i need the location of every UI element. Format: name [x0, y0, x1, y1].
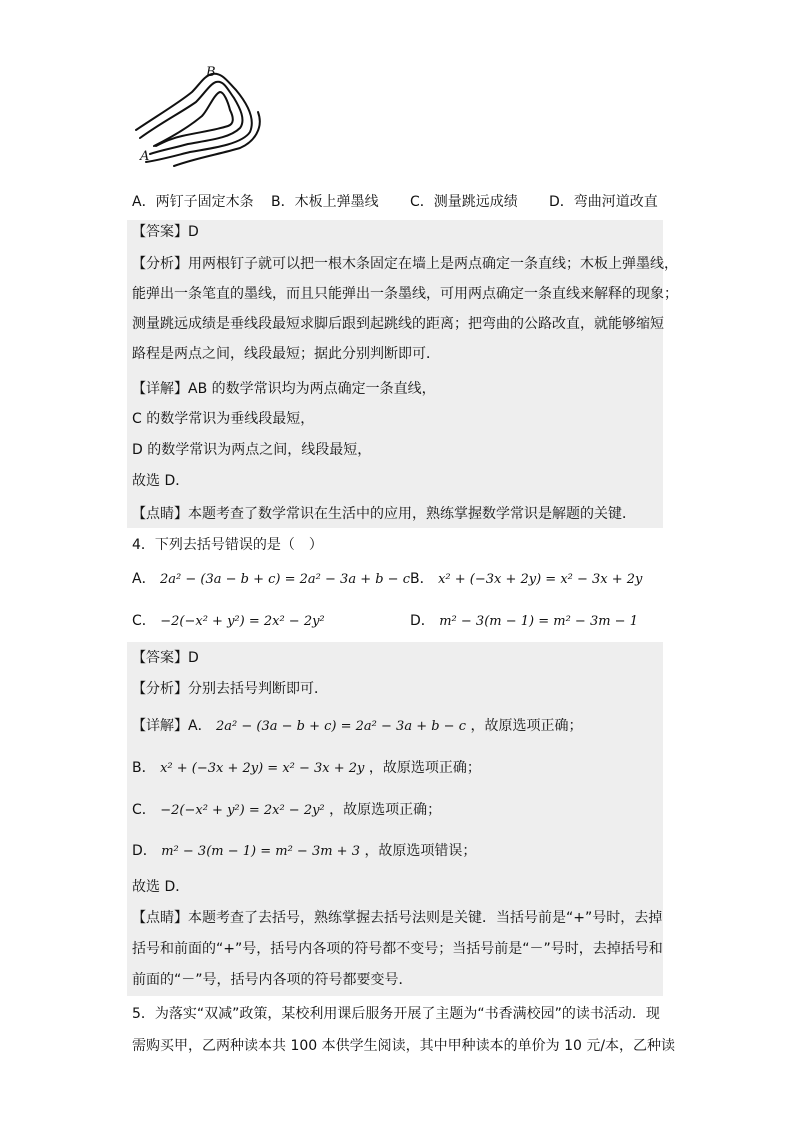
- q4-detail-a-prefix: 【详解】A．: [132, 718, 212, 734]
- q4-detail-c-expr: −2(−x² + y²) = 2x² − 2y²: [160, 803, 325, 818]
- q4-option-d: [410, 611, 638, 632]
- q4-detail-c-suffix: ，故原选项正确；: [329, 802, 442, 818]
- q3-analysis-line-2: 能弹出一条笔直的墨线，而且只能弹出一条墨线，可用两点确定一条直线来解释的现象；: [132, 286, 678, 302]
- q3-analysis-line-4: 路程是两点之间，线段最短；据此分别判断即可．: [132, 346, 440, 362]
- q3-analysis-line-3: 测量跳远成绩是垂线段最短求脚后跟到起跳线的距离；把弯曲的公路改直，就能够缩短: [132, 316, 664, 332]
- q4-choose: 故选 D．: [132, 879, 190, 895]
- q3-detail-line-1: 【详解】AB 的数学常识均为两点确定一条直线，: [132, 381, 436, 397]
- q3-detail-line-3: D 的数学常识为两点之间，线段最短，: [132, 442, 372, 458]
- q3-option-d: D．弯曲河道改直: [549, 194, 658, 210]
- q4-option-d-label: D．: [410, 613, 435, 629]
- q3-option-a: A．两钉子固定木条: [132, 194, 254, 210]
- q4-option-a-label: A．: [132, 571, 156, 587]
- q4-detail-d: [132, 841, 476, 862]
- q4-detail-d-expr: m² − 3(m − 1) = m² − 3m + 3: [161, 844, 360, 859]
- q4-option-c-label: C．: [132, 613, 156, 629]
- q4-option-a-expr: 2a² − (3a − b + c) = 2a² − 3a + b − c: [160, 572, 410, 587]
- q4-detail-d-suffix: ，故原选项错误；: [364, 843, 477, 859]
- q3-choose: 故选 D．: [132, 473, 190, 489]
- q4-detail-a: [132, 716, 582, 737]
- q4-option-c-expr: −2(−x² + y²) = 2x² − 2y²: [160, 614, 325, 629]
- q4-answer: 【答案】D: [132, 650, 199, 666]
- q4-option-a: [132, 569, 410, 590]
- q4-comment-line-3: 前面的“－”号，括号内各项的符号都要变号．: [132, 972, 413, 988]
- q5-line-1: 5．为落实“双减”政策，某校利用课后服务开展了主题为“书香满校园”的读书活动．现: [132, 1006, 660, 1022]
- q4-option-b-label: B．: [410, 571, 434, 587]
- q4-option-c: [132, 611, 325, 632]
- q4-detail-a-expr: 2a² − (3a − b + c) = 2a² − 3a + b − c: [216, 719, 466, 734]
- q3-option-b: B．木板上弹墨线: [271, 194, 379, 210]
- q4-option-b: [410, 569, 642, 590]
- q4-comment-line-1: 【点睛】本题考查了去括号，熟练掌握去括号法则是关键．当括号前是“+”号时，去掉: [132, 910, 663, 926]
- q3-detail-line-2: C 的数学常识为垂线段最短，: [132, 411, 315, 427]
- q4-stem: 4．下列去括号错误的是（ ）: [132, 537, 323, 553]
- q3-option-c: C．测量跳远成绩: [410, 194, 518, 210]
- road-figure: [130, 62, 270, 172]
- q4-detail-d-prefix: D．: [132, 843, 157, 859]
- q5-line-2: 需购买甲，乙两种读本共 100 本供学生阅读，其中甲种读本的单价为 10 元/本，乙种读: [132, 1038, 676, 1054]
- q4-option-d-expr: m² − 3(m − 1) = m² − 3m − 1: [439, 614, 638, 629]
- figure-label-b: B: [206, 65, 216, 80]
- q4-analysis: 【分析】分别去括号判断即可．: [132, 681, 328, 697]
- q4-detail-c: [132, 800, 441, 821]
- q3-answer: 【答案】D: [132, 224, 199, 240]
- q4-detail-b-suffix: ，故原选项正确；: [368, 760, 481, 776]
- q4-detail-c-prefix: C．: [132, 802, 156, 818]
- q3-comment: 【点睛】本题考查了数学常识在生活中的应用，熟练掌握数学常识是解题的关键．: [132, 506, 636, 522]
- q4-detail-b-prefix: B．: [132, 760, 156, 776]
- q4-detail-b: [132, 758, 481, 779]
- q4-detail-a-suffix: ，故原选项正确；: [470, 718, 583, 734]
- q4-comment-line-2: 括号和前面的“+”号，括号内各项的符号都不变号；当括号前是“－”号时，去掉括号和: [132, 941, 663, 957]
- q4-detail-b-expr: x² + (−3x + 2y) = x² − 3x + 2y: [160, 761, 365, 776]
- q4-option-b-expr: x² + (−3x + 2y) = x² − 3x + 2y: [438, 572, 643, 587]
- figure-label-a: A: [140, 149, 150, 164]
- q3-analysis-line-1: 【分析】用两根钉子就可以把一根木条固定在墙上是两点确定一条直线；木板上弹墨线，: [132, 256, 678, 272]
